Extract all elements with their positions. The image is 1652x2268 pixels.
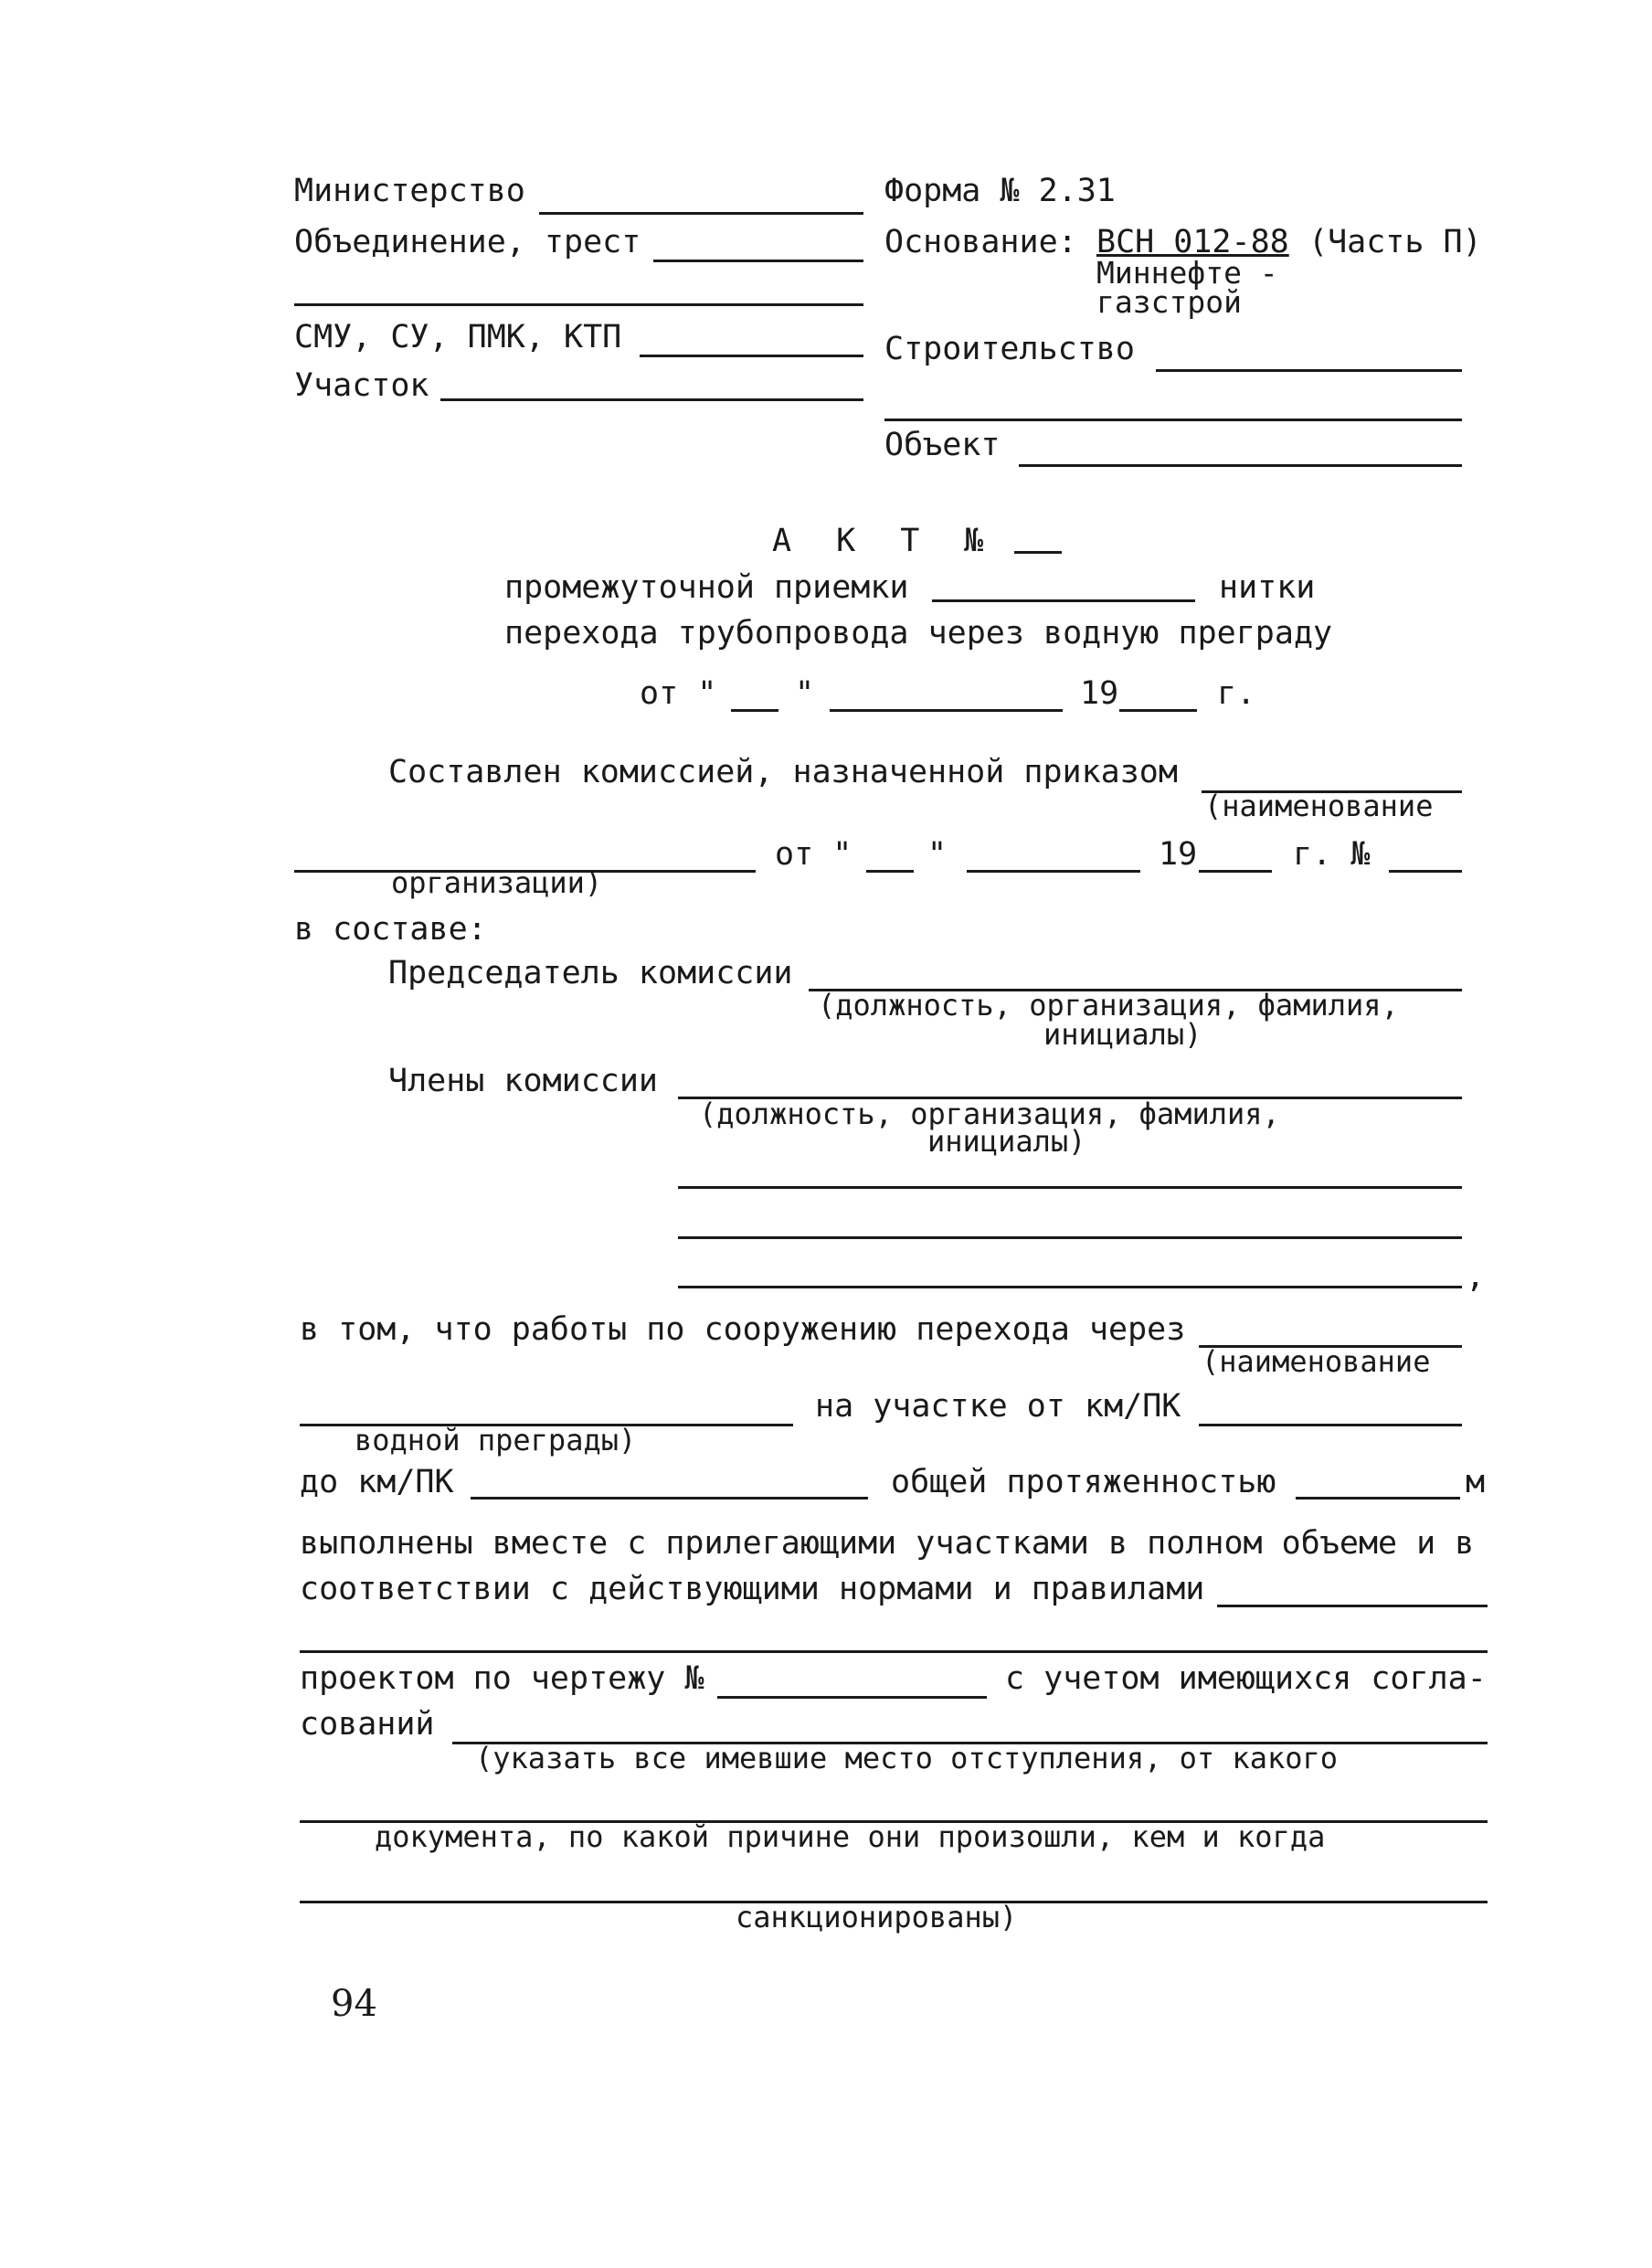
km-to-field-line[interactable] (471, 1497, 868, 1500)
thread-field-line[interactable] (932, 599, 1195, 602)
order-from: от " (775, 836, 852, 873)
date-year: 19 (1080, 675, 1119, 712)
basis-org-line2: газстрой (1096, 284, 1242, 320)
title-line1-b: нитки (1219, 569, 1316, 606)
order-suffix: г. № (1293, 836, 1371, 873)
project-text: проектом по чертежу № (300, 1660, 704, 1697)
act-number-sign: № (964, 523, 984, 559)
unit-m: м (1466, 1464, 1486, 1500)
members-label: Члены комиссии (388, 1063, 659, 1099)
title-line2: перехода трубопровода через водную преграду (504, 615, 1333, 652)
page-number: 94 (331, 1983, 377, 2025)
caption-org: организации) (391, 865, 603, 900)
order-month-field[interactable] (967, 870, 1140, 873)
order-quote: " (927, 836, 948, 873)
units-field-line[interactable] (640, 355, 863, 357)
norms-field-line[interactable] (1217, 1605, 1488, 1607)
section-label: Участок (294, 367, 429, 404)
construction-label: Строительство (884, 331, 1135, 367)
members-field-line-3[interactable] (678, 1236, 1462, 1239)
order-year-field[interactable] (1199, 870, 1272, 873)
association-field-line[interactable] (653, 260, 863, 262)
total-length-label: общей протяженностью (891, 1464, 1276, 1500)
date-suffix: г. (1217, 675, 1256, 712)
members-field-line-2[interactable] (678, 1186, 1462, 1189)
object-label: Объект (884, 427, 1001, 463)
km-from-field-line[interactable] (1199, 1424, 1462, 1426)
composed-text: Составлен комиссией, назначенной приказом (388, 754, 1178, 790)
date-month-field[interactable] (830, 709, 1063, 712)
caption-water-1: (наименование (1202, 1344, 1431, 1379)
basis-doc: ВСН 012-88 (1096, 224, 1289, 260)
basis-part: (Часть П) (1308, 224, 1482, 260)
basis-org-line1: Миннефте - (1096, 255, 1278, 291)
association-field-line-2[interactable] (294, 303, 863, 306)
object-field-line[interactable] (1019, 464, 1462, 467)
members-caption-2: инициалы) (927, 1124, 1086, 1159)
chairman-caption-1: (должность, организация, фамилия, (818, 988, 1399, 1023)
act-number-field[interactable] (1014, 551, 1062, 554)
agreements-cont: сований (300, 1706, 435, 1743)
form-number: Форма № 2.31 (884, 173, 1116, 209)
ministry-field-line[interactable] (539, 212, 863, 215)
order-day-field[interactable] (866, 870, 914, 873)
order-number-field[interactable] (1389, 870, 1462, 873)
chairman-label: Председатель комиссии (388, 955, 793, 991)
association-label: Объединение, трест (294, 224, 641, 260)
date-quote: " (795, 675, 815, 712)
works-text: в том, что работы по сооружению перехода через (300, 1311, 1186, 1348)
chairman-caption-2: инициалы) (1043, 1017, 1202, 1052)
caption-naming: (наименование (1204, 789, 1434, 823)
title-line1-a: промежуточной приемки (504, 569, 909, 606)
agreements-text: с учетом имеющихся согла- (1005, 1660, 1487, 1697)
deviation-caption-3: санкционированы) (736, 1900, 1018, 1934)
deviation-caption-2: документа, по какой причине они произошли, кем и когда (375, 1819, 1326, 1854)
caption-water-2: водной преграды) (355, 1423, 637, 1457)
members-field-line-4[interactable] (678, 1286, 1462, 1288)
done-line2: соответствии с действующими нормами и правилами (300, 1571, 1205, 1607)
date-year-field[interactable] (1119, 709, 1197, 712)
members-caption-1: (должность, организация, фамилия, (699, 1097, 1280, 1131)
done-line1: выполнены вместе с прилегающими участками в полном объеме и в (300, 1525, 1475, 1562)
basis-label: Основание: (884, 224, 1077, 260)
to-km-label: до км/ПК (300, 1464, 454, 1500)
construction-field-line-2[interactable] (884, 419, 1462, 421)
deviation-caption-1: (указать все имевшие место отступления, от какого (475, 1741, 1339, 1775)
drawing-number-field-line[interactable] (717, 1696, 987, 1699)
order-year: 19 (1159, 836, 1198, 873)
date-day-field[interactable] (731, 709, 778, 712)
act-title: А К Т (772, 523, 933, 559)
members-comma: , (1466, 1258, 1486, 1295)
composition-label: в составе: (294, 911, 487, 948)
section-field-line[interactable] (440, 398, 863, 401)
ministry-label: Министерство (294, 173, 525, 209)
norms-field-line-2[interactable] (300, 1650, 1488, 1653)
length-field-line[interactable] (1296, 1497, 1460, 1500)
units-label: СМУ, СУ, ПМК, КТП (294, 319, 622, 355)
date-from: от " (640, 675, 717, 712)
section-from: на участке от км/ПК (815, 1388, 1181, 1425)
construction-field-line[interactable] (1156, 369, 1462, 372)
